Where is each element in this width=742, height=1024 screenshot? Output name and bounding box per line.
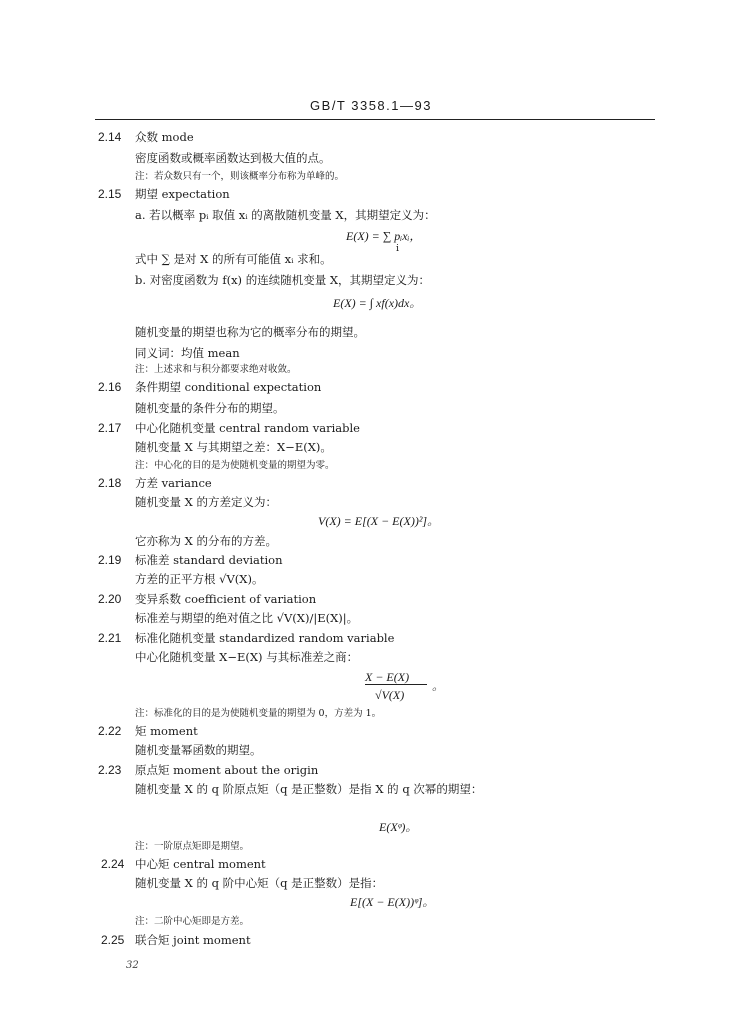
formula: X − E(X) (365, 670, 410, 684)
header-rule (95, 119, 655, 120)
text-line: 它亦称为 X 的分布的方差。 (135, 534, 277, 548)
formula: 。 (432, 679, 445, 693)
text-line: 矩 moment (135, 724, 198, 738)
clause-number: 2.18 (98, 476, 122, 490)
text-line: 众数 mode (135, 130, 194, 144)
clause-number: 2.20 (98, 592, 122, 606)
note-text: 注：二阶中心矩即是方差。 (135, 916, 250, 927)
clause-number: 2.24 (101, 857, 125, 871)
page-number: 32 (126, 960, 139, 971)
text-line: 随机变量的条件分布的期望。 (135, 401, 285, 415)
text-line: 中心化随机变量 X−E(X) 与其标准差之商： (135, 650, 359, 664)
formula: E(X) = ∫ xf(x)dx。 (333, 296, 422, 310)
clause-number: 2.23 (98, 763, 122, 777)
clause-number: 2.19 (98, 553, 122, 567)
text-line: 变异系数 coefficient of variation (135, 592, 317, 606)
text-line: 标准差 standard deviation (135, 553, 283, 567)
text-line: 随机变量 X 的 q 阶原点矩（q 是正整数）是指 X 的 q 次幂的期望： (135, 782, 483, 796)
text-line: 原点矩 moment about the origin (135, 763, 319, 777)
text-line: 密度函数或概率函数达到极大值的点。 (135, 151, 331, 165)
note-text: i (396, 243, 400, 254)
clause-number: 2.25 (101, 933, 125, 947)
clause-number: 2.21 (98, 631, 122, 645)
text-line: 随机变量 X 的 q 阶中心矩（q 是正整数）是指： (135, 876, 384, 890)
text-line: 式中 ∑ 是对 X 的所有可能值 xᵢ 求和。 (135, 252, 332, 266)
note-text: 注：一阶原点矩即是期望。 (135, 841, 250, 852)
text-line: 中心化随机变量 central random variable (135, 421, 360, 435)
clause-number: 2.17 (98, 421, 122, 435)
text-line: 随机变量的期望也称为它的概率分布的期望。 (135, 325, 365, 339)
note-text: 注：标准化的目的是为使随机变量的期望为 0，方差为 1。 (135, 708, 382, 719)
formula: √V(X) (375, 688, 405, 702)
clause-number: 2.14 (98, 130, 122, 144)
note-text: 注：中心化的目的是为使随机变量的期望为零。 (135, 460, 335, 471)
fraction-bar (365, 684, 427, 685)
clause-number: 2.22 (98, 724, 122, 738)
formula: E(X) = ∑ pᵢxᵢ， (346, 229, 422, 243)
text-line: 随机变量幂函数的期望。 (135, 743, 262, 757)
text-line: 方差 variance (135, 476, 212, 490)
text-line: 联合矩 joint moment (135, 933, 251, 947)
formula: E[(X − E(X))ᵠ]。 (350, 895, 435, 909)
text-line: 期望 expectation (135, 187, 230, 201)
text-line: 中心矩 central moment (135, 857, 266, 871)
clause-number: 2.15 (98, 187, 122, 201)
text-line: b. 对密度函数为 f(x) 的连续随机变量 X，其期望定义为： (135, 273, 431, 287)
text-line: 随机变量 X 与其期望之差：X−E(X)。 (135, 440, 332, 454)
page-header: GB/T 3358.1—93 (310, 98, 432, 113)
formula: E(Xᵠ)。 (379, 820, 418, 834)
formula: V(X) = E[(X − E(X))²]。 (318, 514, 440, 528)
text-line: 标准差与期望的绝对值之比 √V(X)/|E(X)|。 (135, 611, 359, 625)
note-text: 注：若众数只有一个，则该概率分布称为单峰的。 (135, 171, 345, 182)
text-line: 条件期望 conditional expectation (135, 380, 322, 394)
note-text: 注：上述求和与积分都要求绝对收敛。 (135, 364, 297, 375)
text-line: 随机变量 X 的方差定义为： (135, 495, 277, 509)
clause-number: 2.16 (98, 380, 122, 394)
text-line: 标准化随机变量 standardized random variable (135, 631, 395, 645)
text-line: 方差的正平方根 √V(X)。 (135, 572, 264, 586)
text-line: a. 若以概率 pᵢ 取值 xᵢ 的离散随机变量 X，其期望定义为： (135, 208, 436, 222)
text-line: 同义词：均值 mean (135, 346, 240, 360)
